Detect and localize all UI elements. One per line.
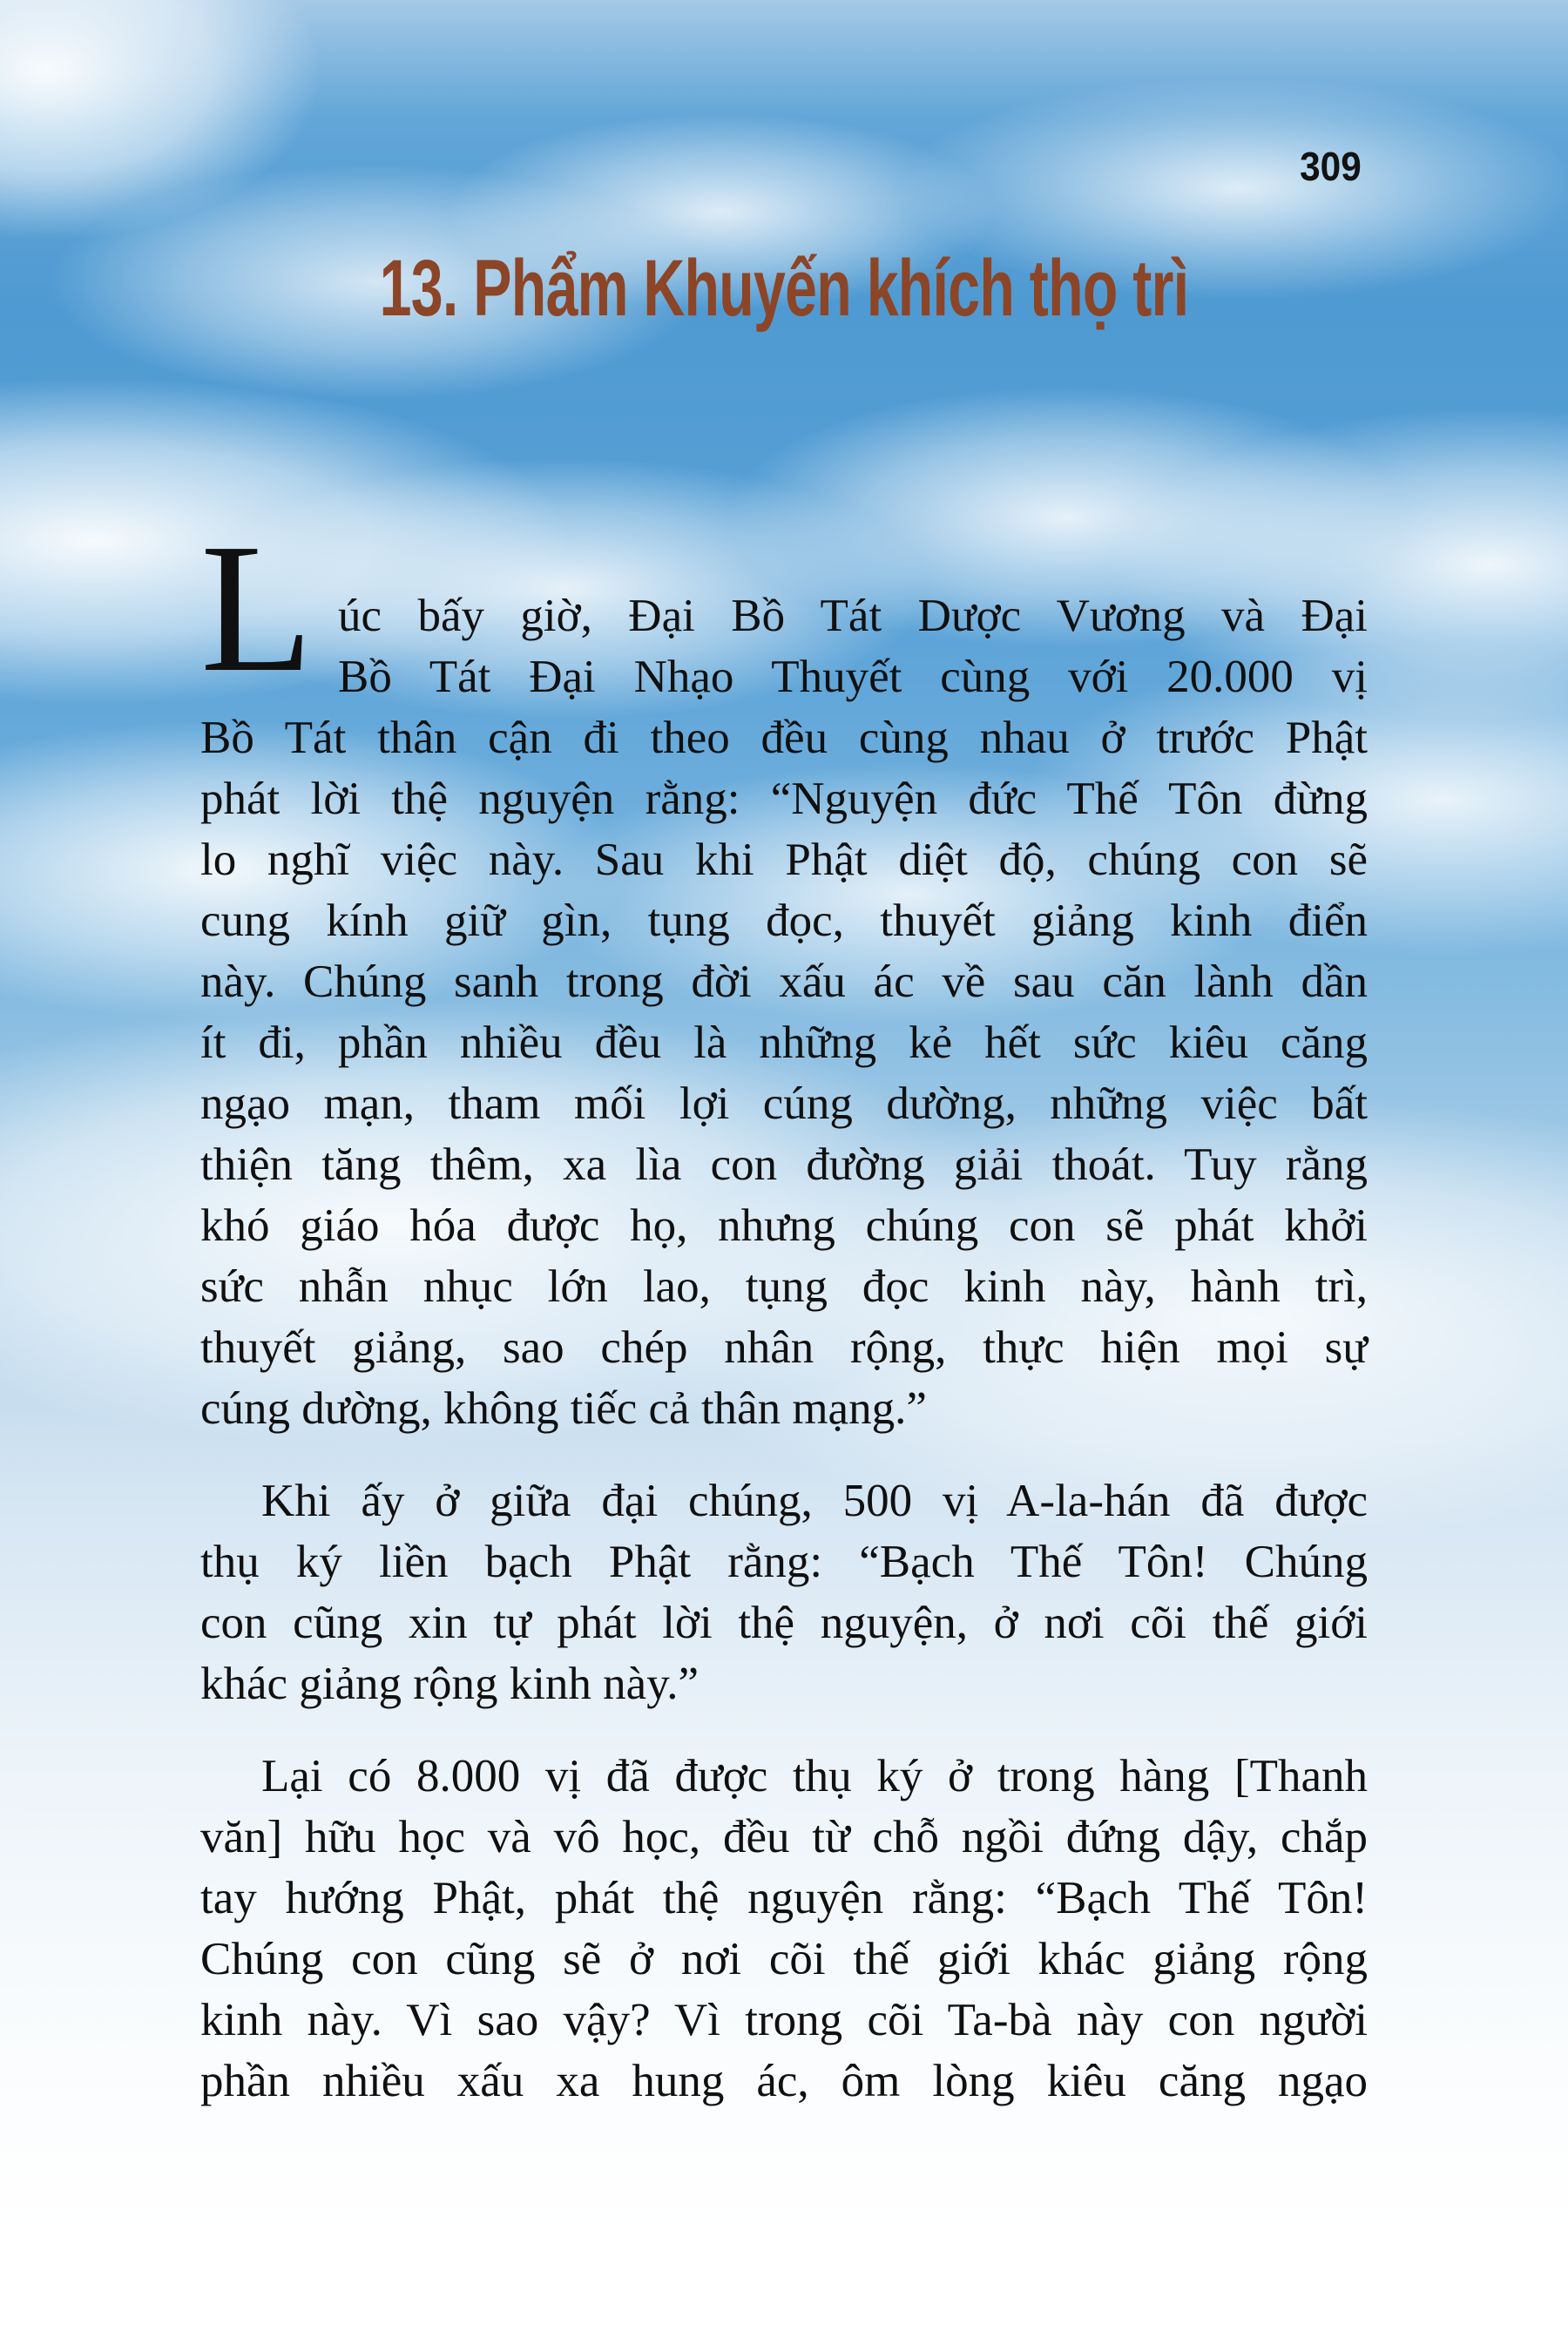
text-line: thiện tăng thêm, xa lìa con đường giải thoát. Tuy rằng [200, 1139, 1368, 1190]
paragraph-1 [200, 505, 1368, 1439]
paragraph-2 [200, 1470, 1368, 1714]
text-line: Chúng con cũng sẽ ở nơi cõi thế giới khác giảng rộng [200, 1934, 1368, 1984]
text-line: kinh này. Vì sao vậy? Vì trong cõi Ta-bà này con người [200, 1995, 1368, 2045]
page-number: 309 [1300, 144, 1362, 189]
text-line: khác giảng rộng kinh này.” [200, 1659, 700, 1709]
text-line: ngạo mạn, tham mối lợi cúng dường, những việc bất [200, 1078, 1368, 1129]
chapter-title: 13. Phẩm Khuyến khích thọ trì [379, 244, 1189, 333]
text-line: sức nhẫn nhục lớn lao, tụng đọc kinh này, hành trì, [200, 1261, 1368, 1312]
text-line: thụ ký liền bạch Phật rằng: “Bạch Thế Tôn! Chúng [200, 1537, 1368, 1587]
text-line: úc bấy giờ, Đại Bồ Tát Dược Vương và Đại [338, 591, 1368, 641]
text-line: phát lời thệ nguyện rằng: “Nguyện đức Thế Tôn đừng [200, 774, 1368, 824]
text-line: phần nhiều xấu xa hung ác, ôm lòng kiêu căng ngạo [200, 2056, 1368, 2106]
text-line: Bồ Tát Đại Nhạo Thuyết cùng với 20.000 vị [338, 652, 1368, 702]
text-line: lo nghĩ việc này. Sau khi Phật diệt độ, chúng con sẽ [200, 835, 1368, 885]
text-line: con cũng xin tự phát lời thệ nguyện, ở nơi cõi thế giới [200, 1598, 1368, 1648]
text-line: khó giáo hóa được họ, nhưng chúng con sẽ phát khởi [200, 1200, 1368, 1251]
text-line: văn] hữu học và vô học, đều từ chỗ ngồi đứng dậy, chắp [200, 1812, 1368, 1862]
text-line: Bồ Tát thân cận đi theo đều cùng nhau ở trước Phật [200, 713, 1368, 763]
drop-cap: L [200, 505, 314, 710]
text-line: thuyết giảng, sao chép nhân rộng, thực hiện mọi sự [200, 1322, 1368, 1373]
text-line: tay hướng Phật, phát thệ nguyện rằng: “Bạch Thế Tôn! [200, 1873, 1368, 1923]
text-line: ít đi, phần nhiều đều là những kẻ hết sức kiêu căng [200, 1017, 1368, 1068]
paragraph-3 [200, 1746, 1368, 2112]
text-line: Lại có 8.000 vị đã được thụ ký ở trong hàng [Thanh [261, 1751, 1368, 1801]
text-line: Khi ấy ở giữa đại chúng, 500 vị A-la-hán đã được [261, 1476, 1368, 1526]
body-text [200, 505, 1368, 2112]
text-line: cúng dường, không tiếc cả thân mạng.” [200, 1383, 927, 1434]
text-line: cung kính giữ gìn, tụng đọc, thuyết giảng kinh điển [200, 896, 1368, 946]
text-line: này. Chúng sanh trong đời xấu ác về sau căn lành dần [200, 956, 1368, 1007]
